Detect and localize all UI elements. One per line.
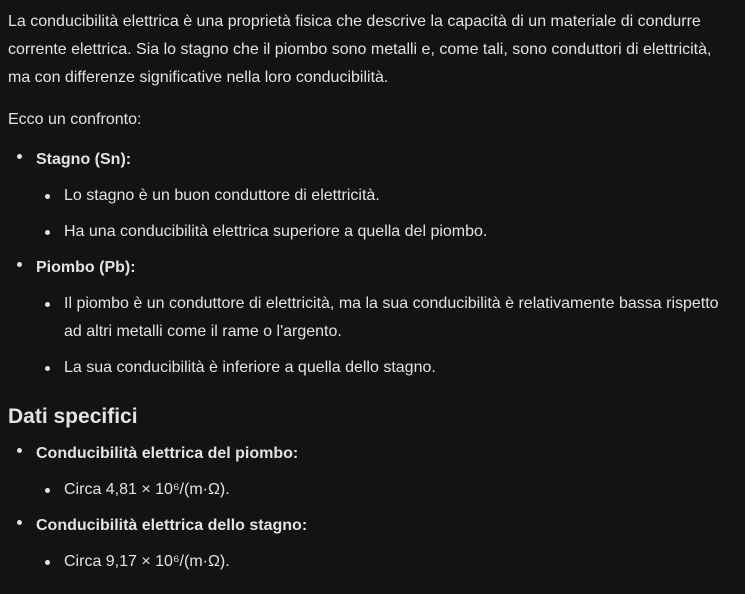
list-item-title: Conducibilità elettrica dello stagno: — [36, 517, 308, 534]
list-item-stagno-data — [8, 508, 737, 580]
list-item-stagno — [8, 142, 737, 250]
section-heading: Dati specifici — [8, 405, 138, 428]
sub-list-item: Il piombo è un conduttore di elettricità, ma la sua conducibilità è relativamente bassa rispetto ad altri metalli come il rame o l'argento. — [36, 286, 737, 350]
sub-list — [36, 472, 737, 508]
list-item-title: Piombo (Pb): — [36, 259, 136, 276]
intro-paragraph: La conducibilità elettrica è una proprietà fisica che descrive la capacità di un materiale di condurre corrente elettrica. Sia lo stagno che il piombo sono metalli e, come tali, sono conduttori di elettricità, ma con differenze significative nella loro conducibilità. — [8, 13, 712, 86]
list-item-title: Stagno (Sn): — [36, 151, 132, 168]
sub-list — [36, 544, 737, 580]
comparison-list — [8, 142, 737, 386]
specifics-list — [8, 436, 737, 580]
sub-list — [36, 286, 737, 386]
list-item-title: Conducibilità elettrica del piombo: — [36, 445, 299, 462]
sub-list-item: La sua conducibilità è inferiore a quella dello stagno. — [36, 350, 737, 386]
lead-paragraph: Ecco un confronto: — [8, 111, 142, 128]
sub-list-item: Circa 9,17 × 10⁶/(m·Ω). — [36, 544, 737, 580]
list-item-piombo — [8, 250, 737, 386]
sub-list-item: Circa 4,81 × 10⁶/(m·Ω). — [36, 472, 737, 508]
sub-list-item: Lo stagno è un buon conduttore di elettricità. — [36, 178, 737, 214]
sub-list — [36, 178, 737, 250]
list-item-piombo-data — [8, 436, 737, 508]
sub-list-item: Ha una conducibilità elettrica superiore a quella del piombo. — [36, 214, 737, 250]
